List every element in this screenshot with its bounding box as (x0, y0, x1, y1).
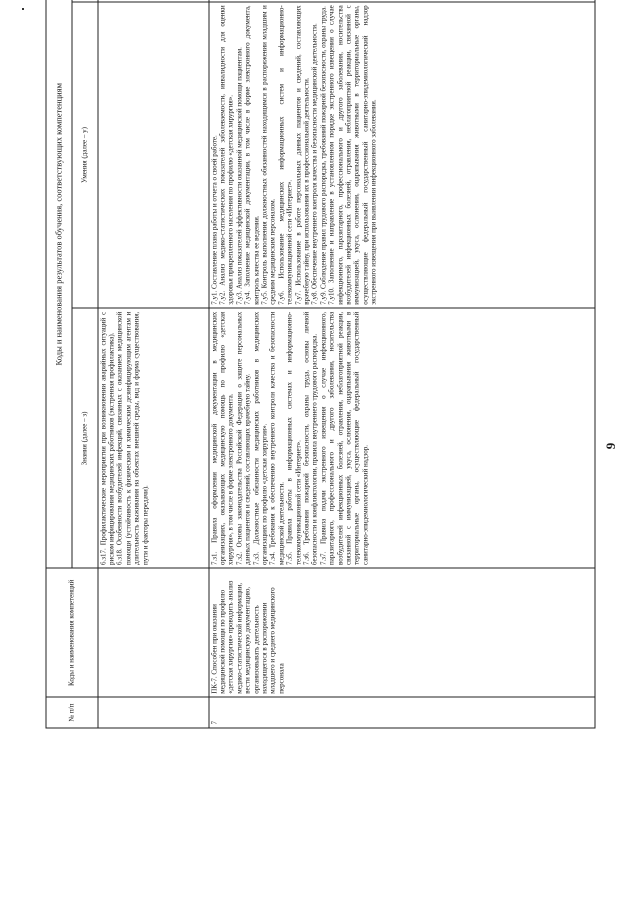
skill-item: 7.у1. Составление плана работы и отчета о своей работе. (210, 135, 218, 305)
row-num (98, 697, 209, 728)
knowledge-item: 7.з1. Правила оформления медицинской документации в медицинских организациях, оказывающих медицинскую помощь по профилю «детская хирургия», в том числе в форме электронного документа. (210, 311, 235, 565)
knowledge-item: 7.з2. Основы законодательства Российской Федерации о защите персональных данных пациентов и сведений, составляющих врачебную тайну. (235, 311, 252, 565)
knowledge-item: 6.з18. Особенности возбудителей инфекций, связанных с оказанием медицинской помощи (устойчивость к физическим и химическим дезинфицирующим агентам и длительность выживания на объектах внешней среды, вид и форма существования, пути и факторы передачи). (115, 311, 150, 565)
knowledge-item: 7.з5. Правила работы в информационных системах и информационно-телекоммуникационной сети «Интернет». (285, 311, 303, 565)
row-experience (98, 0, 209, 2)
knowledge-item: 7.з6. Требования пожарной безопасности, охраны труда, основы личной безопасности и конфликтологии, правила внутреннего трудового распорядка. (302, 311, 319, 565)
header-row-1 (46, 0, 72, 728)
skill-item: 7.у6. Использование медицинских информационных систем и информационно-телекоммуникационной сети «Интернет». (277, 5, 294, 305)
skill-item: 7.у9. Соблюдение правил трудового распорядка, требований пожарной безопасности, охраны труда. (319, 6, 328, 305)
row-competency: ПК-7. Способен при оказании медицинской помощи по профилю «детская хирургия» проводить анализ медико-статистической информации, вести медицинскую документацию, организовывать деятельность находящегося в распоряжении младшего и среднего медицинского персонала (209, 569, 596, 698)
skill-item: 7.у5. Контроль выполнения должностных обязанностей находящимся в распоряжении младшим и средним медицинским персоналом. (260, 5, 277, 305)
header-knowledge: Знания (далее – з) (72, 308, 98, 568)
header-group: Коды и наименования результатов обучения, соответствующих компетенциям (46, 0, 72, 569)
page-number: 9 (603, 442, 618, 450)
knowledge-item: 7.з4. Требования к обеспечению внутреннего контроля качества и безопасности медицинской деятельности. (268, 311, 286, 565)
row-skills (98, 2, 209, 308)
skill-item: 7.у3. Анализ показателей эффективности оказанной медицинской помощи пациентам. (235, 47, 244, 305)
table-row (209, 0, 596, 728)
row-knowledge (209, 308, 596, 568)
header-skills: Умения (далее – у) (72, 2, 98, 308)
row-skills (209, 2, 596, 308)
skill-item: 7.у4. Заполнение медицинской документации, в том числе в форме электронного документа, контроль качества ее ведения. (243, 5, 261, 305)
table-row (98, 0, 209, 728)
header-codes: Коды и наименования компетенций (46, 569, 98, 698)
scan-speck (22, 8, 24, 10)
knowledge-item: 6.з17. Профилактические мероприятия при возникновении аварийных ситуаций с риском инфицирования медицинских работников (экстренная профилактика). (99, 311, 116, 565)
knowledge-item: 7.з3. Должностные обязанности медицинских работников в медицинских организациях по профилю «детская хирургия». (252, 311, 269, 565)
row-knowledge (98, 308, 209, 568)
knowledge-item: 7.з7. Правила подачи экстренного извещения о случае инфекционного, паразитарного, профессионального и другого заболевания, носительства возбудителей инфекционных болезней, отравления, неблагоприятной реакции, связанной с иммунизацией, укуса, ослюнения, оцарапывания животными в территориальные органы, осуществляющие федеральный государственный санитарно-эпидемиологический надзор. (319, 311, 370, 565)
skill-item: 7.у2. Анализ медико-статистических показателей заболеваемости, инвалидности для оценки здоровья прикрепленного населения по профилю «детская хирургия». (218, 5, 235, 305)
row-num: 7 (209, 697, 596, 728)
header-experience (72, 0, 98, 2)
row-competency (98, 569, 209, 698)
skill-item: 7.у7. Использование в работе персональных данных пациентов и сведений, составляющих врачебную тайну, при использовании их в профессиональной деятельности. (294, 5, 311, 305)
skill-item: 7.у8. Обеспечение внутреннего контроля качества и безопасности медицинской деятельности. (310, 23, 319, 305)
skill-item: 7.у10. Заполнение и направление в установленном порядке экстренного извещения о случае инфекционного, паразитарного, профессионального и другого заболевания, носительства возбудителей инфекционных болезней, отравления, неблагоприятной реакции, связанной с иммунизацией, укуса, ослюнения, оцарапывания животными в территориальные органы, осуществляющие федеральный государственный санитарно-эпидемиологический надзор экстренного извещения при выявлении инфекционного заболевания. (327, 5, 378, 305)
rotated-table-wrapper (46, 0, 596, 729)
header-num: № п/п (46, 697, 98, 728)
competency-table (46, 0, 596, 729)
row-experience (209, 0, 596, 2)
